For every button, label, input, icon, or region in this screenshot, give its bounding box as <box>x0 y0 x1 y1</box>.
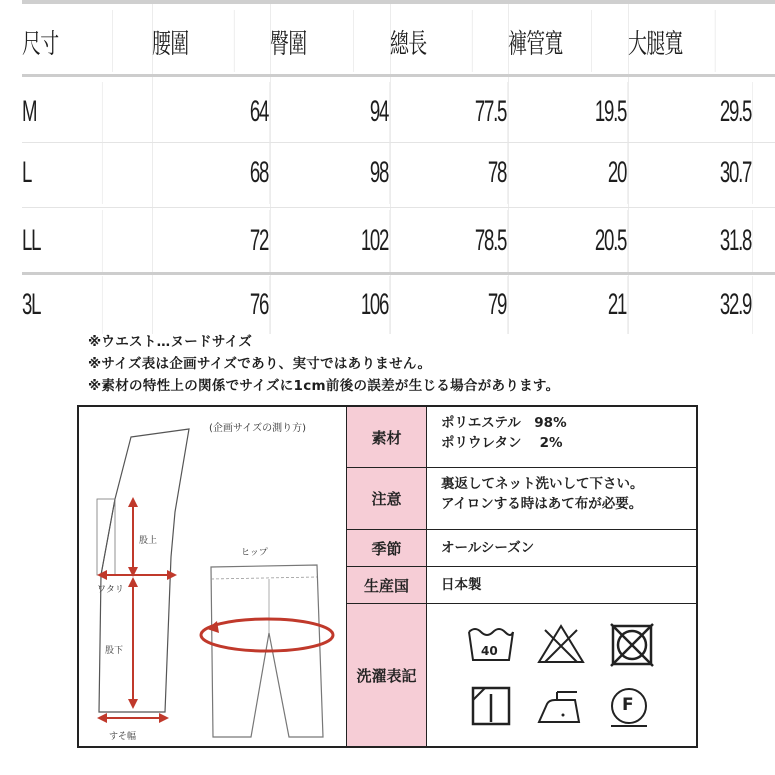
size-name: M <box>22 82 103 142</box>
no-bleach-icon <box>535 622 587 668</box>
header-hem-width: 褲管寬 <box>508 10 592 72</box>
hem-value: 21 <box>554 276 628 334</box>
length-value: 78 <box>435 142 508 204</box>
size-table <box>22 0 775 330</box>
header-thigh-width: 大腿寬 <box>628 10 716 72</box>
season-text: オールシーズン <box>441 540 535 556</box>
care-label: 洗濯表記 <box>347 604 427 746</box>
season-value <box>427 530 698 567</box>
season-label: 季節 <box>347 530 427 567</box>
header-hip: 臀圍 <box>270 10 354 72</box>
row-divider <box>22 272 775 275</box>
size-notes <box>88 331 748 397</box>
length-value: 77.5 <box>435 82 508 142</box>
header-waist: 腰圍 <box>152 10 235 72</box>
size-table-header <box>22 10 775 72</box>
hip-value: 94 <box>316 82 390 142</box>
spec-row-caution <box>347 468 698 530</box>
spec-table <box>347 407 698 746</box>
size-name: L <box>22 142 103 204</box>
dry-clean-f-icon <box>605 684 657 730</box>
header-divider <box>22 74 775 77</box>
waist-value: 64 <box>197 82 270 142</box>
pants-diagram-icon <box>79 407 347 746</box>
length-value: 78.5 <box>435 210 508 272</box>
size-name: 3L <box>22 276 103 334</box>
spec-row-season <box>347 530 698 567</box>
note-planned-size: ※サイズ表は企画サイズであり、実寸ではありません。 <box>88 356 432 372</box>
hem-value: 20.5 <box>554 210 628 272</box>
material-value <box>427 407 698 468</box>
inseam-label: 股下 <box>105 646 124 656</box>
care-symbol-grid <box>451 622 671 742</box>
spec-row-origin <box>347 567 698 604</box>
hem-value: 20 <box>554 142 628 204</box>
no-tumble-dry-icon <box>605 622 657 668</box>
waist-value: 68 <box>197 142 270 204</box>
note-waist: ※ウエスト…ヌードサイズ <box>88 334 253 350</box>
spec-row-material <box>347 407 698 468</box>
thigh-value: 30.7 <box>676 142 754 204</box>
hip-value: 98 <box>316 142 390 204</box>
line-dry-shade-icon <box>465 684 517 730</box>
size-name: LL <box>22 210 103 272</box>
caution-label: 注意 <box>347 468 427 530</box>
material-line: ポリエステル 98% <box>441 415 567 431</box>
table-row <box>22 142 775 204</box>
header-size: 尺寸 <box>22 10 113 72</box>
hip-label: ヒップ <box>241 548 268 558</box>
note-tolerance: ※素材の特性上の関係でサイズに1cm前後の誤差が生じる場合があります。 <box>88 378 560 394</box>
table-row <box>22 210 775 272</box>
header-length: 總長 <box>390 10 473 72</box>
thigh-value: 29.5 <box>676 82 754 142</box>
caution-value <box>427 468 698 530</box>
wash-temp: 40 <box>481 644 498 658</box>
thigh-value: 31.8 <box>676 210 754 272</box>
origin-value <box>427 567 698 604</box>
thigh-value: 32.9 <box>676 276 754 334</box>
watari-label: ワタリ <box>97 585 124 595</box>
measurement-diagram <box>79 407 347 746</box>
iron-low-icon <box>535 684 587 730</box>
spec-row-care <box>347 604 698 746</box>
length-value: 79 <box>435 276 508 334</box>
caution-line: 裏返してネット洗いして下さい。 <box>441 476 644 492</box>
origin-label: 生産国 <box>347 567 427 604</box>
material-label: 素材 <box>347 407 427 468</box>
diagram-caption: (企画サイズの測り方) <box>209 423 307 434</box>
caution-line: アイロンする時はあて布が必要。 <box>441 496 643 512</box>
origin-text: 日本製 <box>441 577 482 593</box>
hip-value: 102 <box>316 210 390 272</box>
hip-value: 106 <box>316 276 390 334</box>
hem-label: すそ幅 <box>109 732 137 742</box>
care-symbols <box>427 604 698 746</box>
rise-label: 股上 <box>139 536 158 546</box>
waist-value: 72 <box>197 210 270 272</box>
row-divider <box>22 207 775 208</box>
material-line: ポリウレタン 2% <box>441 435 563 451</box>
table-row <box>22 276 775 334</box>
waist-value: 76 <box>197 276 270 334</box>
product-info-box <box>77 405 698 748</box>
table-row <box>22 82 775 142</box>
wash-40-icon <box>465 622 517 668</box>
dry-clean-letter: F <box>622 695 634 715</box>
hem-value: 19.5 <box>554 82 628 142</box>
